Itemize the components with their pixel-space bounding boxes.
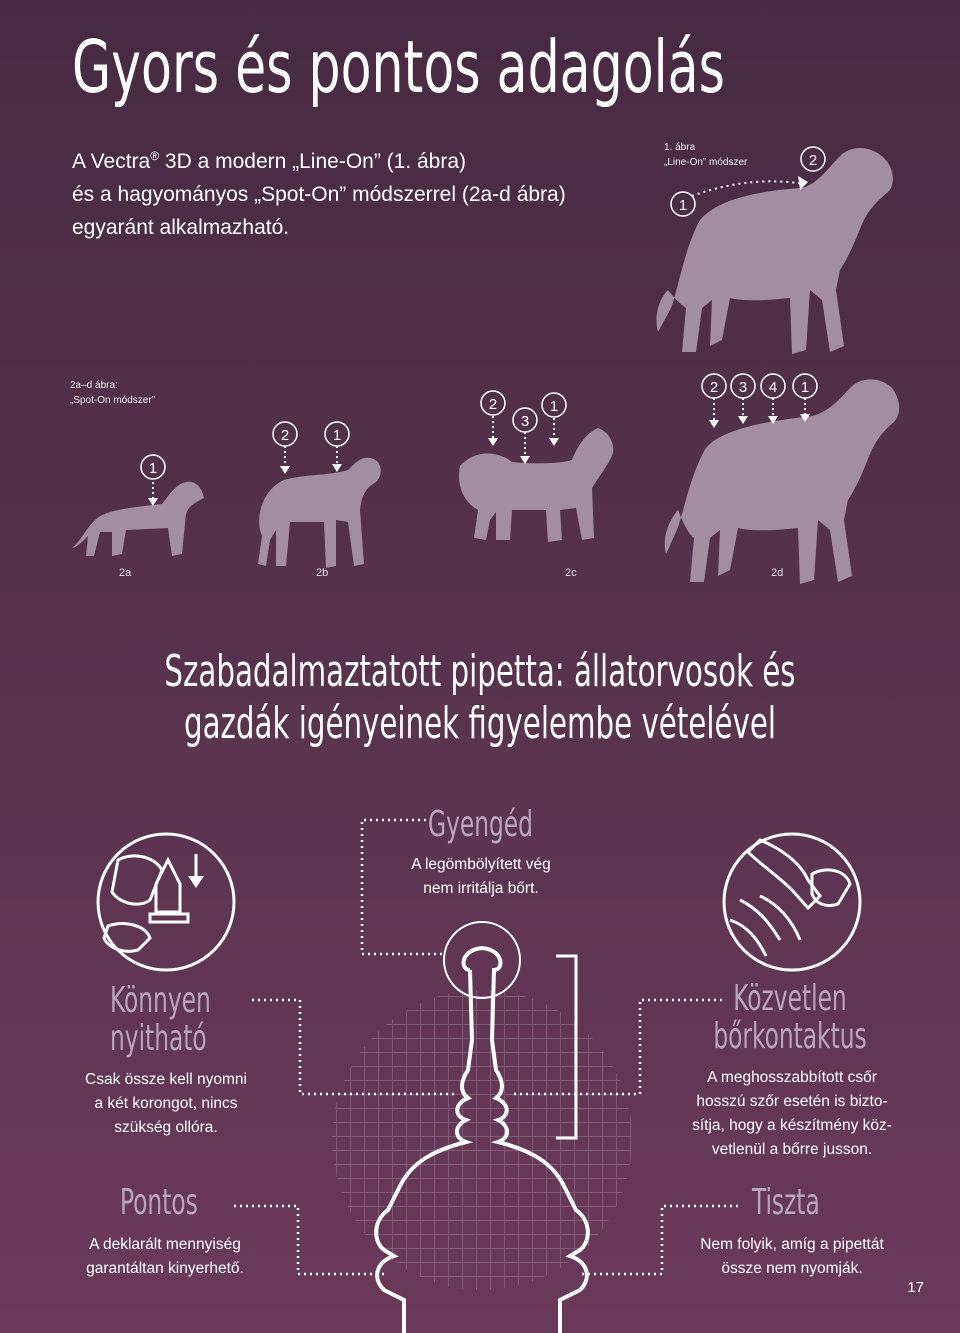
skin-grid-circle <box>332 990 632 1290</box>
feature-gentle-title: Gyengéd <box>428 804 533 845</box>
skin-contact-icon <box>724 834 860 970</box>
point-2d-3: 3 <box>738 379 748 396</box>
feature-gentle-text: A legömbölyített vég nem irritálja bőrt. <box>411 856 551 897</box>
svg-text:2: 2 <box>808 152 818 169</box>
point-2c-2: 2 <box>488 396 498 413</box>
figure2-dogs-illustration <box>60 370 900 590</box>
tip-highlight-ring <box>444 922 520 998</box>
feature-direct-contact-title: Közvetlen bőrkontaktus <box>713 978 867 1057</box>
push-arrow-icon <box>188 876 204 888</box>
point-2d-4: 4 <box>768 379 778 396</box>
feature-clean-title: Tiszta <box>752 1182 820 1223</box>
point-2b-1: 1 <box>332 427 342 444</box>
feature-precise-text: A deklarált mennyiség garantáltan kinyerhető. <box>86 1236 244 1277</box>
intro-line-2: és a hagyományos „Spot-On” módszerrel (2a-d ábra) <box>72 183 566 206</box>
point-2c-1: 1 <box>549 398 559 415</box>
fluffy-dog-silhouette <box>459 428 613 542</box>
point-2c-3: 3 <box>520 413 530 430</box>
figure1-point-2 <box>801 147 825 171</box>
panel-label-2a: 2a <box>119 567 132 579</box>
feature-easy-open-title: Könnyen nyitható <box>110 980 211 1059</box>
panel-label-2b: 2b <box>316 567 329 579</box>
squeeze-open-icon <box>98 834 234 970</box>
figure1-caption: 1. ábra „Line-On” módszer <box>664 142 748 168</box>
panel-label-2c: 2c <box>565 567 577 579</box>
section-subtitle: Szabadalmaztatott pipetta: állatorvosok és gazdák igényeinek figyelembe vételével <box>164 646 796 749</box>
intro-text <box>72 140 566 244</box>
figure1-dog-illustration <box>640 140 900 365</box>
page-number: 17 <box>907 1279 924 1296</box>
big-dog-silhouette <box>665 379 899 584</box>
medium-dog-silhouette <box>258 458 381 568</box>
intro-line-3: egyaránt alkalmazható. <box>72 216 290 239</box>
svg-text:1: 1 <box>678 197 688 214</box>
figure1-point-1 <box>671 192 695 216</box>
feature-precise-title: Pontos <box>120 1182 198 1223</box>
feature-clean-text: Nem folyik, amíg a pipettát össze nem nyomják. <box>700 1236 884 1277</box>
figure2-caption: 2a–d ábra: „Spot-On módszer” <box>70 380 156 406</box>
dachshund-silhouette <box>72 482 204 556</box>
point-2d-2: 2 <box>709 379 719 396</box>
feature-direct-contact-text: A meghosszabbított csőr hosszú szőr esetén is bizto- sítja, hogy a készítmény köz- vetlenül a bőrre jusson. <box>692 1069 892 1158</box>
point-2a-1: 1 <box>148 460 158 477</box>
point-2d-1: 1 <box>800 379 810 396</box>
panel-label-2d: 2d <box>771 567 784 579</box>
point-2b-2: 2 <box>280 427 290 444</box>
feature-easy-open-text: Csak össze kell nyomni a két korongot, nincs szükség ollóra. <box>85 1071 247 1136</box>
page-title: Gyors és pontos adagolás <box>72 25 725 109</box>
large-dog-silhouette <box>656 148 892 354</box>
intro-line-1: A Vectra® 3D a modern „Line-On” (1. ábra) <box>72 149 467 173</box>
